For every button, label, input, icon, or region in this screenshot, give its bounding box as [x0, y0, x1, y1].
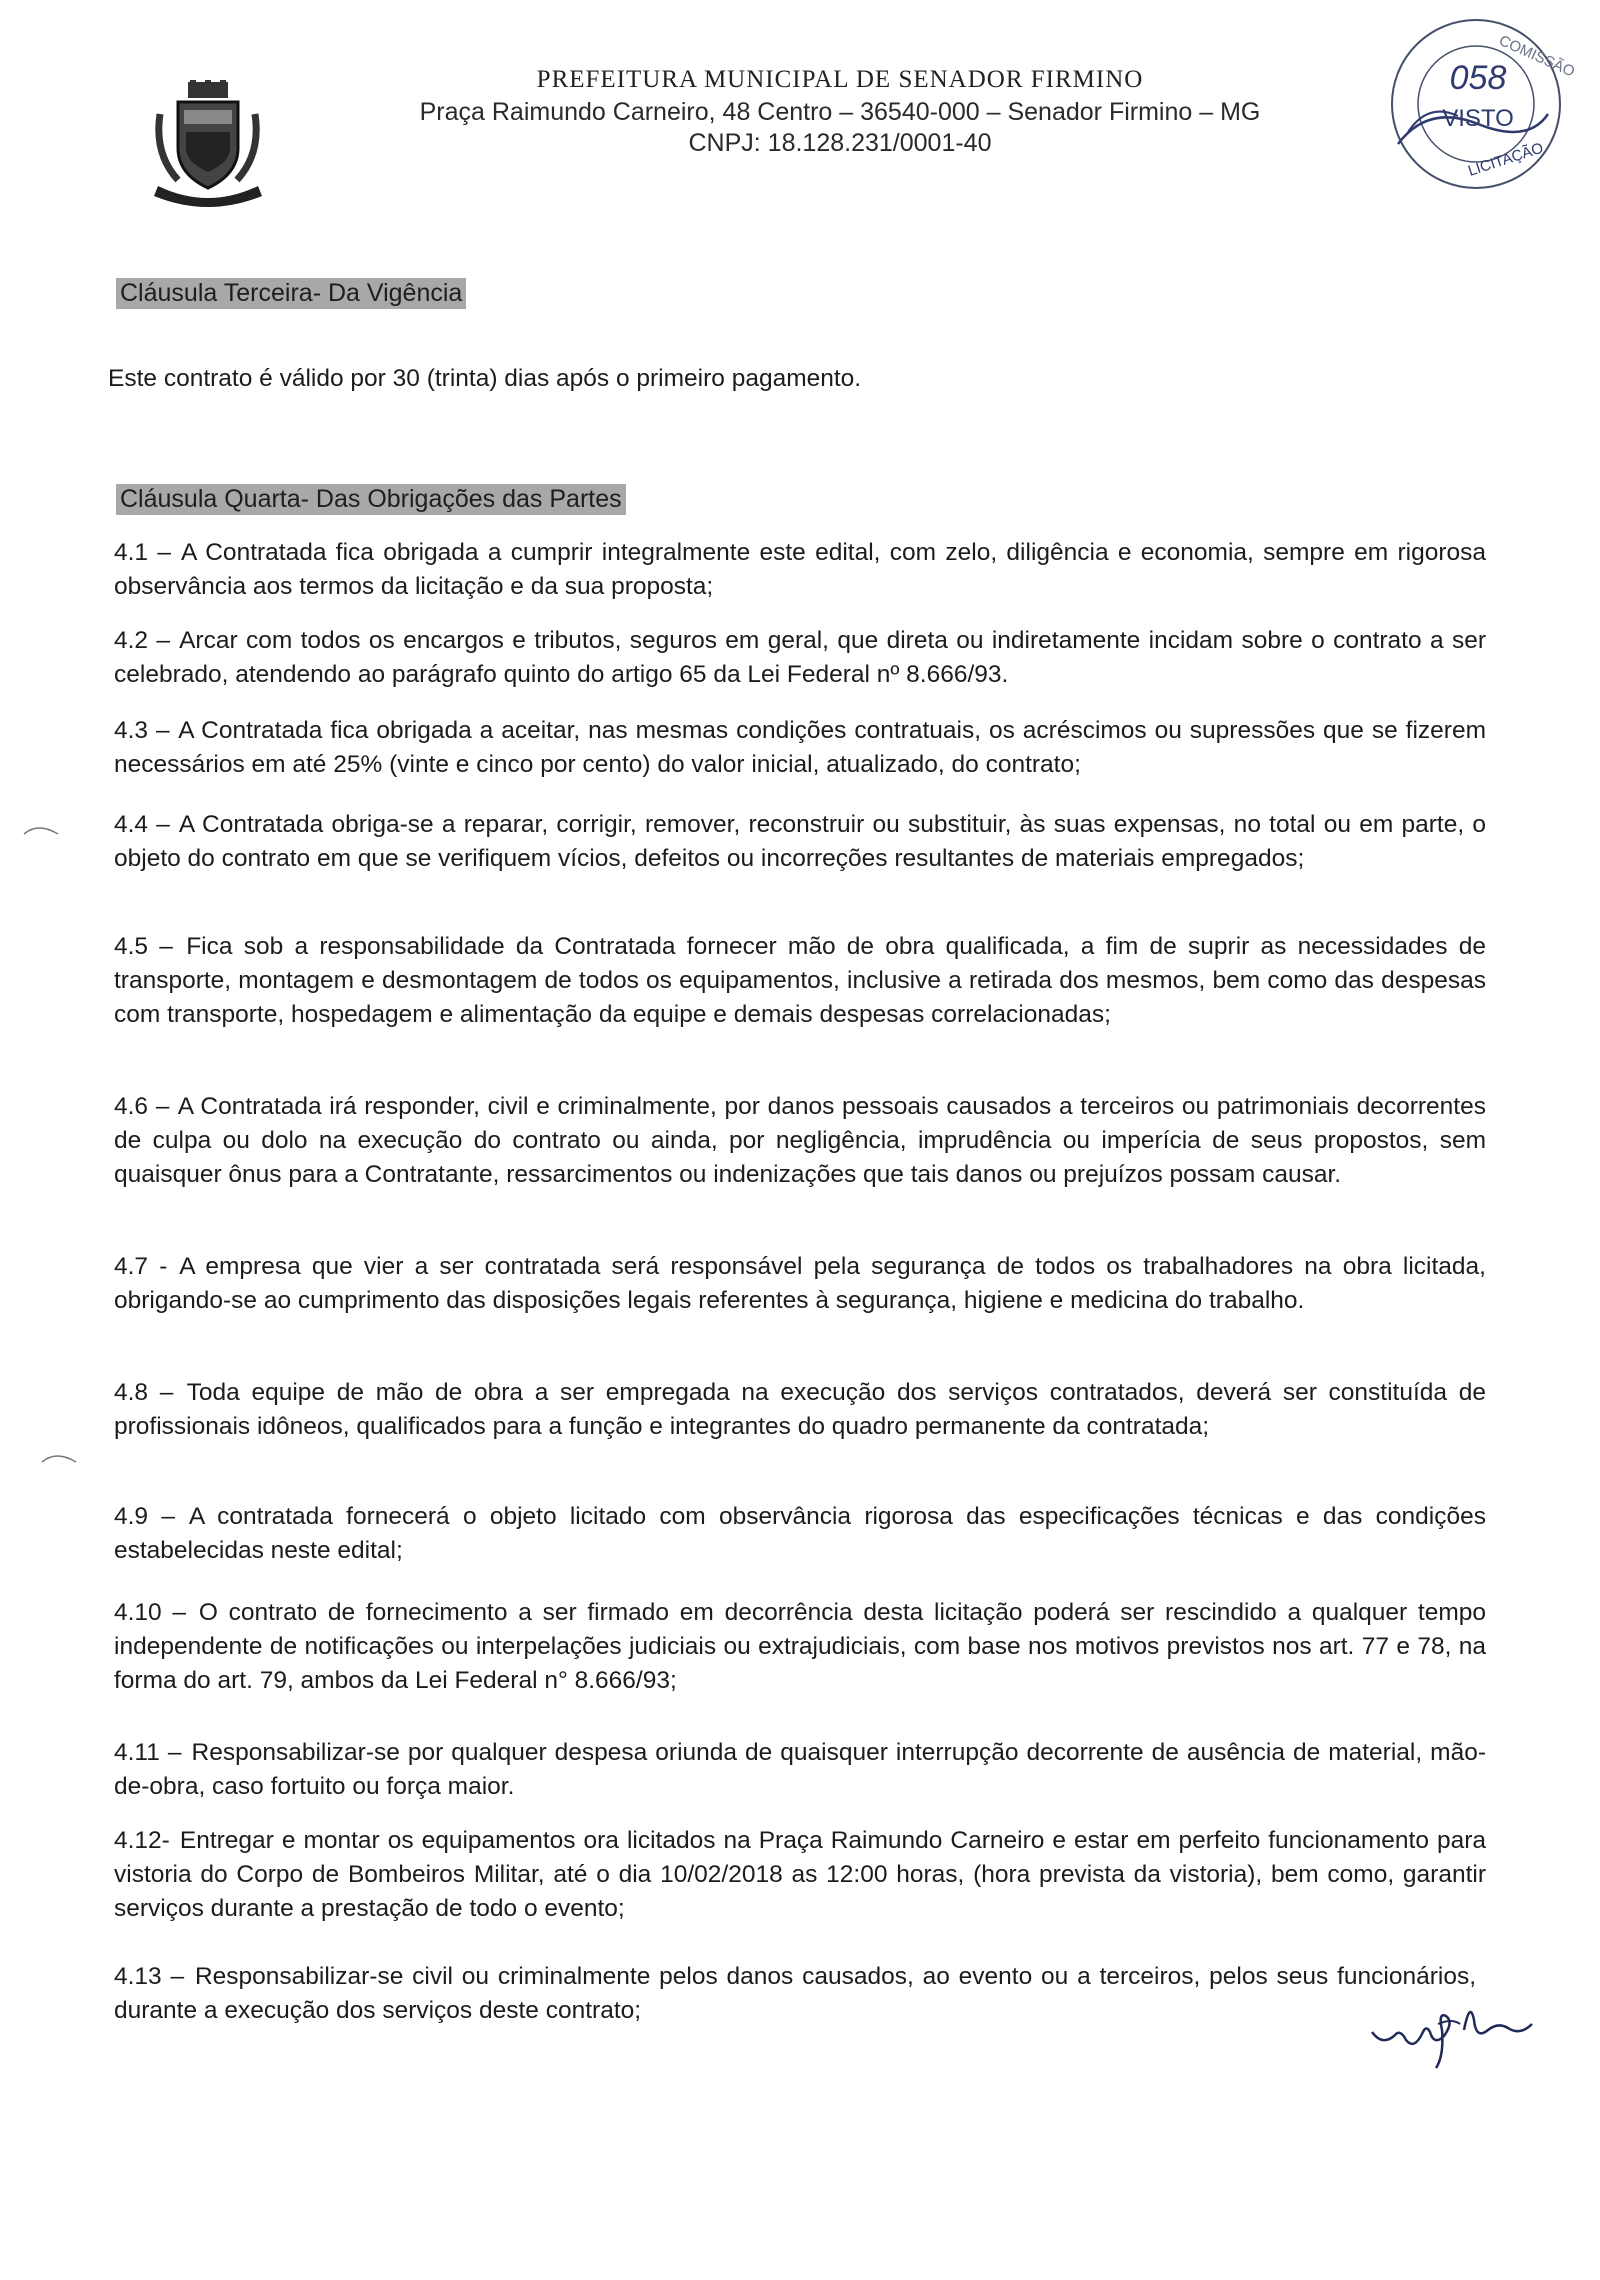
- clause-text: A Contratada obriga-se a reparar, corrigir, remover, reconstruir ou substituir, às suas expensas, no total ou em parte, o objeto do contrato em que se verifiquem vícios, defeitos ou incorreções resultantes de materiais empregados;: [114, 811, 1486, 872]
- clause-text: Responsabilizar-se por qualquer despesa oriunda de quaisquer interrupção decorrente de ausência de material, mão-de-obra, caso fortuito ou força maior.: [114, 1739, 1486, 1800]
- clause-number: 4.6 –: [114, 1093, 170, 1120]
- clause-number: 4.5 –: [114, 933, 173, 960]
- clause-4-11: [114, 1736, 1486, 1804]
- clause-number: 4.12-: [114, 1827, 170, 1854]
- section-heading-quarta: Cláusula Quarta- Das Obrigações das Partes: [116, 484, 626, 515]
- municipal-crest-icon: [150, 80, 265, 210]
- clause-4-2: [114, 624, 1486, 692]
- clause-text: A Contratada fica obrigada a aceitar, nas mesmas condições contratuais, os acréscimos ou supressões que se fizerem necessários em até 25% (vinte e cinco por cento) do valor inicial, atualizado, do contrato;: [114, 717, 1486, 778]
- clause-4-1: [114, 536, 1486, 604]
- clause-text: A Contratada fica obrigada a cumprir integralmente este edital, com zelo, diligência e economia, sempre em rigorosa observância aos termos da licitação e da sua proposta;: [114, 539, 1486, 600]
- commission-stamp-icon: [1378, 14, 1578, 200]
- clause-text: Toda equipe de mão de obra a ser empregada na execução dos serviços contratados, deverá ser constituída de profissionais idôneos, qualificados para a função e integrantes do quadro permanente da contratada;: [114, 1379, 1487, 1440]
- clause-4-10: [114, 1596, 1486, 1698]
- stamp-ring-bottom: LICITAÇÃO: [1465, 139, 1546, 180]
- letterhead-title: PREFEITURA MUNICIPAL DE SENADOR FIRMINO: [536, 66, 1144, 93]
- margin-mark-icon: [40, 1448, 80, 1468]
- clause-number: 4.8 –: [114, 1379, 174, 1406]
- clause-text: Entregar e montar os equipamentos ora licitados na Praça Raimundo Carneiro e estar em perfeito funcionamento para vistoria do Corpo de Bombeiros Militar, até o dia 10/02/2018 as 12:00 horas, (hora prevista da vistoria), bem como, garantir serviços durante a prestação de todo o evento;: [114, 1827, 1486, 1922]
- clause-number: 4.11 –: [114, 1739, 182, 1766]
- stamp-number: 058: [1449, 59, 1507, 97]
- clause-number: 4.13 –: [114, 1963, 185, 1990]
- letterhead-cnpj: CNPJ: 18.128.231/0001-40: [688, 129, 992, 157]
- clause-text: O contrato de fornecimento a ser firmado em decorrência desta licitação poderá ser rescindido a qualquer tempo independente de notificações ou interpelações judiciais ou extrajudiciais, com base nos motivos previstos nos art. 77 e 78, na forma do art. 79, ambos da Lei Federal n° 8.666/93;: [114, 1599, 1487, 1694]
- clause-4-12: [114, 1824, 1486, 1926]
- clause-number: 4.2 –: [114, 627, 171, 654]
- clause-number: 4.1 –: [114, 539, 171, 566]
- clause-number: 4.4 –: [114, 811, 170, 838]
- margin-mark-icon: [22, 820, 62, 840]
- clause-4-5: [114, 930, 1486, 1032]
- clause-text: Fica sob a responsabilidade da Contratada fornecer mão de obra qualificada, a fim de suprir as necessidades de transporte, montagem e desmontagem de todos os equipamentos, inclusive a retirada dos mesmos, bem como das despesas com transporte, hospedagem e alimentação da equipe e demais despesas correlacionadas;: [114, 933, 1486, 1028]
- stamp-ring-top: COMISSÃO: [1496, 32, 1578, 81]
- stamp-word: VISTO: [1442, 105, 1514, 132]
- clause-text: Arcar com todos os encargos e tributos, seguros em geral, que direta ou indiretamente incidam sobre o contrato a ser celebrado, atendendo ao parágrafo quinto do artigo 65 da Lei Federal nº 8.666/93.: [114, 627, 1486, 688]
- clause-text: A contratada fornecerá o objeto licitado com observância rigorosa das especificações técnicas e das condições estabelecidas neste edital;: [114, 1503, 1486, 1564]
- clause-number: 4.3 –: [114, 717, 170, 744]
- clause-4-3: [114, 714, 1486, 782]
- clause-4-4: [114, 808, 1486, 876]
- signature-initials-icon: [1368, 1990, 1538, 2070]
- clause-text: A empresa que vier a ser contratada será responsável pela segurança de todos os trabalhadores na obra licitada, obrigando-se ao cumprimento das disposições legais referentes à segurança, higiene e medicina do trabalho.: [114, 1253, 1486, 1314]
- letterhead-address: Praça Raimundo Carneiro, 48 Centro – 36540-000 – Senador Firmino – MG: [419, 98, 1261, 126]
- clause-number: 4.10 –: [114, 1599, 187, 1626]
- vigencia-text: Este contrato é válido por 30 (trinta) dias após o primeiro pagamento.: [108, 365, 862, 392]
- clause-4-13: [114, 1960, 1476, 2028]
- clause-4-9: [114, 1500, 1486, 1568]
- section-heading-terceira: Cláusula Terceira- Da Vigência: [116, 278, 466, 309]
- clause-text: Responsabilizar-se civil ou criminalmente pelos danos causados, ao evento ou a terceiros, pelos seus funcionários, durante a execução dos serviços deste contrato;: [114, 1963, 1477, 2024]
- clause-4-6: [114, 1090, 1486, 1192]
- clause-4-7: [114, 1250, 1486, 1318]
- letterhead: [340, 66, 1340, 160]
- clause-text: A Contratada irá responder, civil e criminalmente, por danos pessoais causados a terceiros ou patrimoniais decorrentes de culpa ou dolo na execução do contrato ou ainda, por negligência, imprudência ou imperícia de seus propostos, sem quaisquer ônus para a Contratante, ressarcimentos ou indenizações que tais danos ou prejuízos possam causar.: [114, 1093, 1486, 1188]
- clause-number: 4.7 -: [114, 1253, 168, 1280]
- clause-4-8: [114, 1376, 1486, 1444]
- clause-number: 4.9 –: [114, 1503, 175, 1530]
